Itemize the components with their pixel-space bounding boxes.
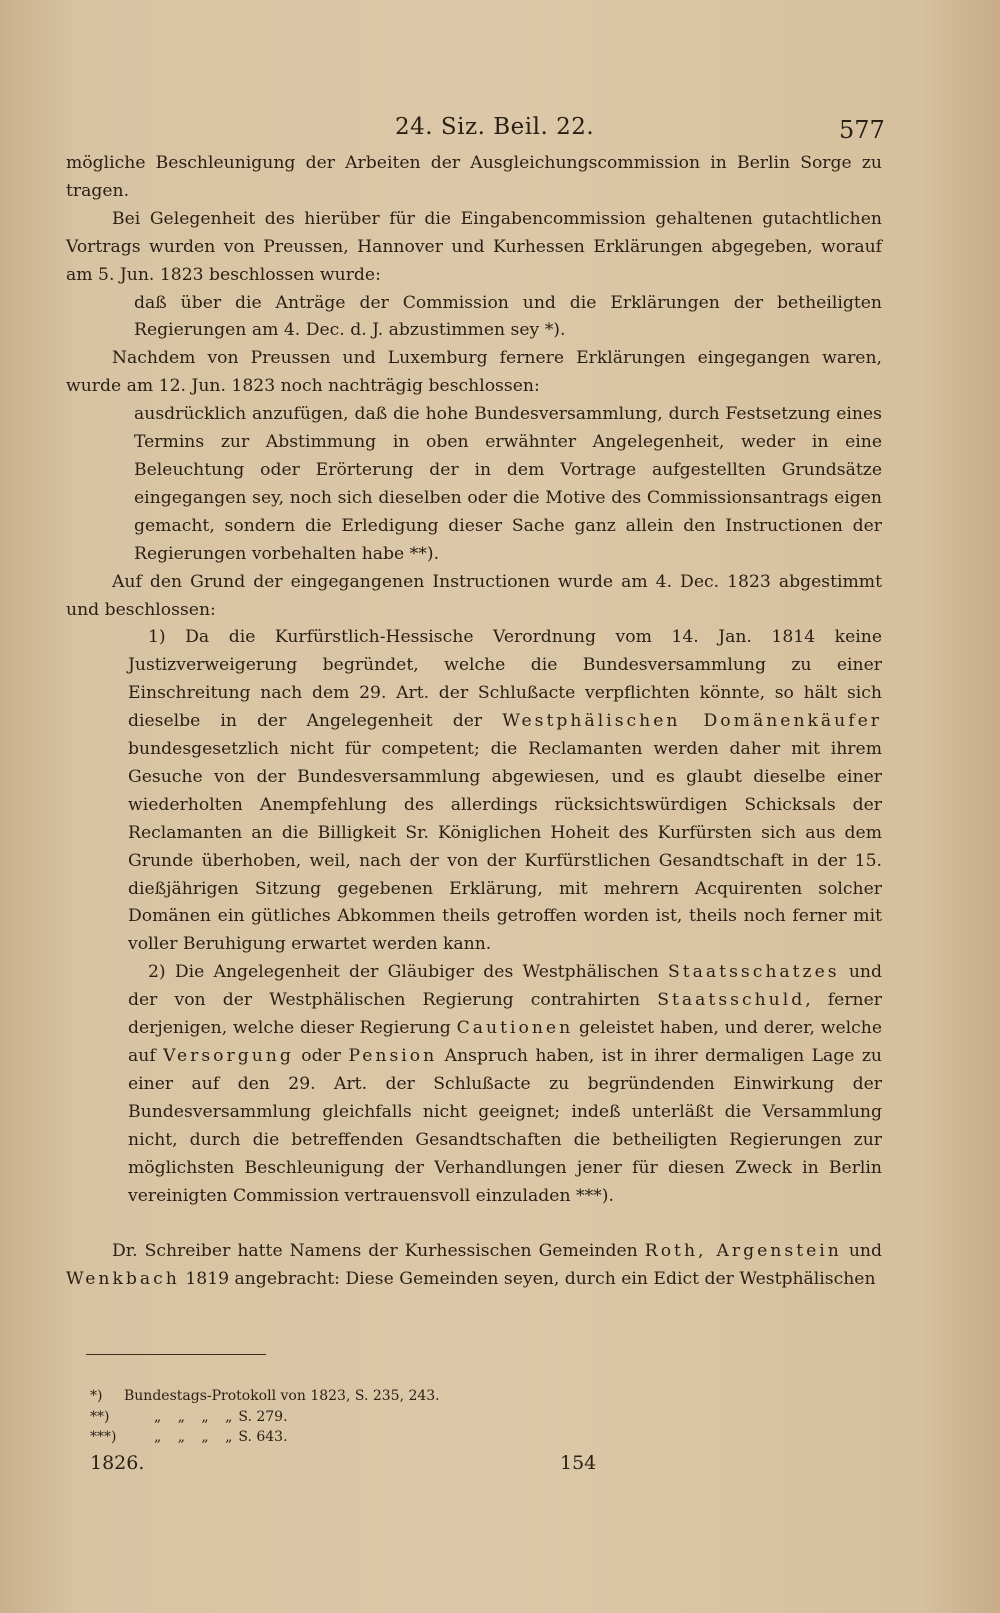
spaced-text: Westphälischen Domänenkäufer bbox=[502, 711, 882, 732]
page-header bbox=[0, 112, 1000, 152]
text-run: oder bbox=[301, 1046, 342, 1066]
sheet-number: 154 bbox=[560, 1452, 597, 1474]
text-run: 1) Da die Kurfürstlich-Hessische Verordnung vom 14. Jan. 1814 keine Justizverweigerung begründet, welche die Bundesversammlung zu einer Einschreitung nach dem 29. Art. der Schlußacte verpflichten könnte, so hält sich dieselbe in der Angelegenheit der bbox=[128, 627, 882, 732]
text-run: geleistet haben, und derer, welche auf bbox=[128, 1018, 883, 1066]
paragraph: Bei Gelegenheit des hierüber für die Eingabencommission gehaltenen gutachtlichen Vortrags wurden von Preussen, Hannover und Kurhessen Erklärungen abgegeben, worauf am 5. Jun. 1823 beschlossen wurde: bbox=[66, 208, 882, 285]
paragraph: Auf den Grund der eingegangenen Instructionen wurde am 4. Dec. 1823 abgestimmt und beschlossen: bbox=[66, 571, 882, 620]
text-run: Dr. Schreiber hatte Namens der Kurhessischen Gemeinden bbox=[112, 1241, 638, 1262]
footnote-mark: **) bbox=[90, 1408, 110, 1425]
ditto-marks: „ „ „ „ bbox=[154, 1408, 239, 1425]
text-run: 1819 angebracht: Diese Gemeinden seyen, durch ein Edict der Westphälischen bbox=[185, 1269, 876, 1290]
footnotes bbox=[90, 1386, 570, 1448]
footnote-divider bbox=[86, 1354, 266, 1355]
paragraph bbox=[66, 1238, 882, 1294]
quoted-resolution: daß über die Anträge der Commission und die Erklärungen der betheiligten Regierungen am 4. Dec. d. J. abzustimmen sey *). bbox=[134, 292, 882, 341]
paragraph-gap bbox=[66, 1210, 882, 1238]
paragraph: Nachdem von Preussen und Luxemburg fernere Erklärungen eingegangen waren, wurde am 12. Jun. 1823 noch nachträgig beschlossen: bbox=[66, 348, 882, 397]
spaced-text: Cautionen bbox=[456, 1018, 574, 1039]
body-text bbox=[66, 150, 882, 1294]
footnote bbox=[90, 1407, 570, 1428]
spaced-text: Staatsschuld bbox=[657, 990, 806, 1011]
footer-year: 1826. bbox=[90, 1452, 145, 1474]
page-footer bbox=[0, 1452, 1000, 1482]
spaced-text: Staatsschatzes bbox=[667, 962, 840, 983]
spaced-text: Wenkbach bbox=[66, 1269, 180, 1290]
spaced-text: Versorgung bbox=[163, 1046, 294, 1066]
text-run: , ferner derjenigen, welche dieser Regierung bbox=[128, 990, 883, 1039]
quoted-resolution: ausdrücklich anzufügen, daß die hohe Bundesversammlung, durch Festsetzung eines Termins zur Abstimmung in oben erwähnter Angelegenheit, weder in eine Beleuchtung oder Erörterung der in dem Vortrage aufgestellten Grundsätze eingegangen sey, noch sich dieselben oder die Motive des Commissionsantrags eigen gemacht, sondern die Erledigung dieser Sache ganz allein den Instructionen der Regierungen vorbehalten habe **). bbox=[134, 404, 882, 564]
spaced-text: Roth, Argenstein bbox=[644, 1241, 842, 1262]
running-title: 24. Siz. Beil. 22. bbox=[395, 114, 595, 140]
text-run: und bbox=[848, 1241, 883, 1262]
text-run: 2) Die Angelegenheit der Gläubiger des Westphälischen bbox=[148, 962, 659, 983]
footnote bbox=[90, 1427, 570, 1448]
enumerated-item bbox=[66, 959, 882, 1210]
spaced-text: Pension bbox=[348, 1046, 438, 1066]
footnote-text: Bundestags-Protokoll von 1823, S. 235, 243. bbox=[124, 1388, 440, 1404]
text-run: und der von der Westphälischen Regierung contrahirten bbox=[128, 962, 882, 1011]
footnote-mark: *) bbox=[90, 1388, 103, 1404]
footnote-text: S. 279. bbox=[238, 1408, 288, 1425]
paragraph: mögliche Beschleunigung der Arbeiten der Ausgleichungscommission in Berlin Sorge zu tragen. bbox=[66, 153, 882, 201]
text-run: Anspruch haben, ist in ihrer dermaligen Lage zu einer auf den 29. Art. der Schlußacte zu begründenden Einwirkung der Bundesversammlung gleichfalls nicht geeignet; indeß unterläßt die Versammlung nicht, durch die betreffenden Gesandtschaften die betheiligten Regierungen zur möglichsten Beschleunigung der Verhandlungen jener für diesen Zweck in Berlin vereinigten Commission vertrauensvoll einzuladen ***). bbox=[128, 1046, 882, 1206]
footnote-text: S. 643. bbox=[238, 1429, 288, 1445]
ditto-marks: „ „ „ „ bbox=[154, 1429, 239, 1445]
text-run: bundesgesetzlich nicht für competent; die Reclamanten werden daher mit ihrem Gesuche von der Bundesversammlung abgewiesen, und es glaubt dieselbe einer wiederholten Anempfehlung des allerdings rücksichtswürdigen Schicksals der Reclamanten an die Billigkeit Sr. Königlichen Hoheit des Kurfürsten sich aus dem Grunde überhoben, weil, nach der von der Kurfürstlichen Gesandtschaft in der 15. dießjährigen Sitzung gegebenen Erklärung, mit mehrern Acquirenten solcher Domänen ein gütliches Abkommen theils getroffen worden ist, theils noch ferner mit voller Beruhigung erwartet werden kann. bbox=[128, 739, 882, 955]
enumerated-item bbox=[66, 624, 882, 959]
footnote bbox=[90, 1386, 570, 1407]
page-number: 577 bbox=[839, 116, 885, 144]
footnote-mark: ***) bbox=[90, 1429, 117, 1445]
